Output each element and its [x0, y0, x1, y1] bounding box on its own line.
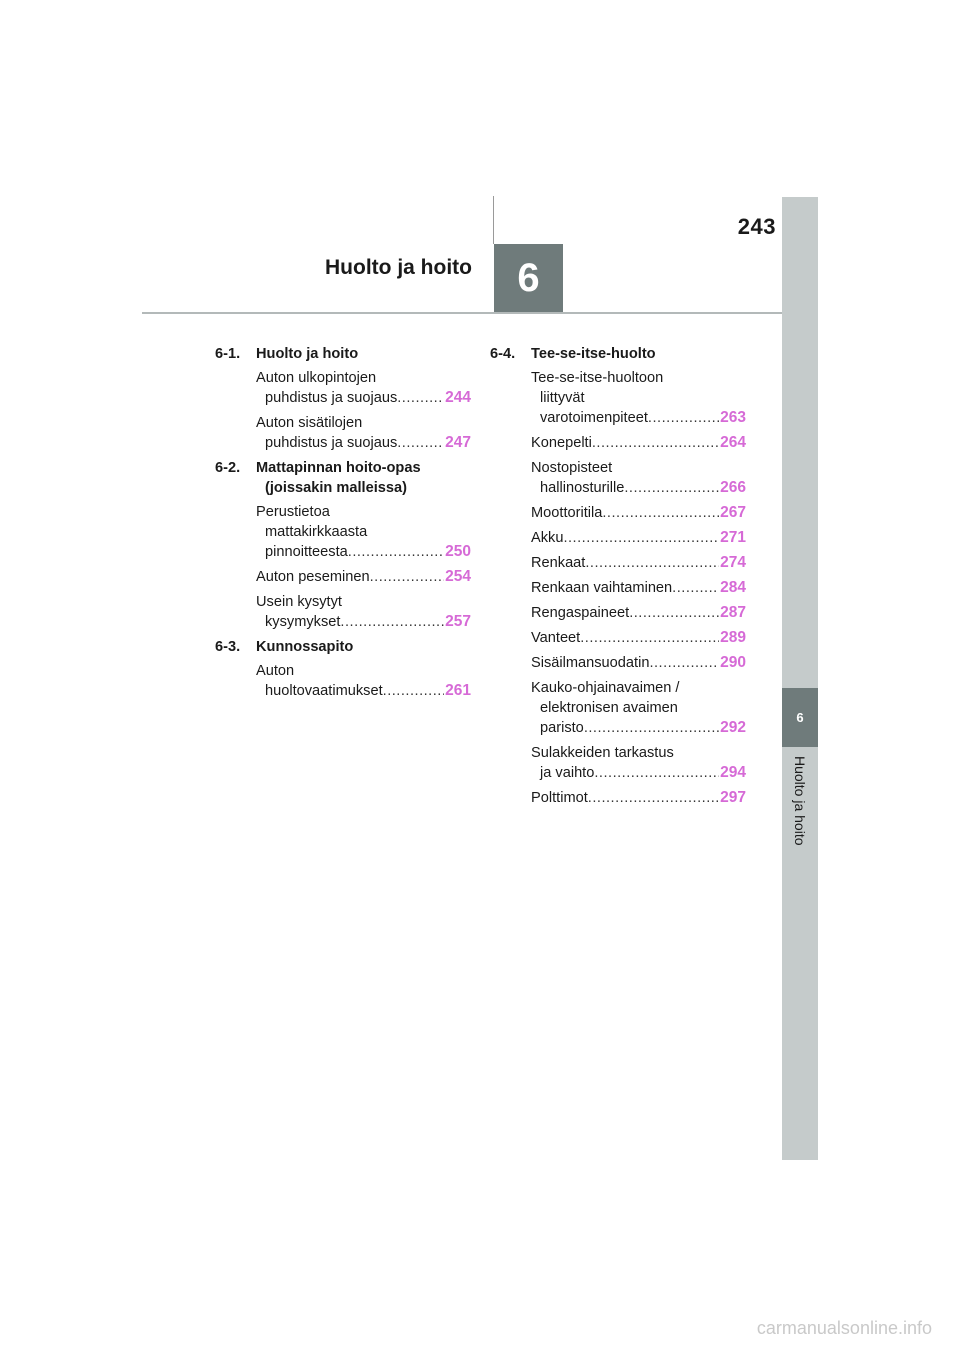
toc-entry[interactable] [256, 368, 471, 408]
toc-entry[interactable] [531, 788, 746, 808]
toc-entry-leader-row [531, 528, 746, 548]
toc-dot-leader [348, 542, 444, 562]
toc-entry-line: Auton sisätilojen [256, 415, 363, 431]
toc-entry-leader-row [531, 478, 746, 498]
toc-entry-leader-row [531, 503, 746, 523]
toc-dot-leader [594, 763, 719, 783]
toc-section-heading [215, 637, 471, 657]
toc-entry-text: Polttimot [531, 790, 588, 806]
toc-entry-leader-row [531, 718, 746, 738]
toc-entry[interactable] [531, 368, 746, 428]
toc-entry-leader-row [256, 612, 471, 632]
toc-entry-line: Nostopisteet [531, 460, 613, 476]
page-title: Huolto ja hoito [325, 256, 472, 279]
toc-entry-text: varotoimenpiteet [540, 410, 648, 426]
toc-dot-leader [672, 578, 719, 598]
toc-dot-leader [624, 478, 719, 498]
toc-entry[interactable] [531, 433, 746, 453]
toc-section-number: 6-3. [215, 639, 241, 655]
toc-section-title-line: (joissakin malleissa) [265, 480, 407, 496]
toc-section-title [256, 344, 471, 364]
toc-section-number: 6-1. [215, 346, 241, 362]
toc-entry-line: mattakirkkaasta [265, 524, 368, 540]
toc-page-link[interactable]: 250 [445, 543, 471, 560]
toc-entry-text: ja vaihto [540, 765, 595, 781]
toc-entry[interactable] [531, 653, 746, 673]
toc-section-title-line: Huolto ja hoito [256, 346, 359, 362]
toc-entry[interactable] [256, 592, 471, 632]
toc-dot-leader [588, 788, 719, 808]
toc-section-title [531, 344, 746, 364]
toc-entry-leader-row [531, 578, 746, 598]
toc-entry[interactable] [531, 678, 746, 738]
toc-entry-text: Auton peseminen [256, 569, 370, 585]
toc-entry-line: Auton ulkopintojen [256, 370, 377, 386]
toc-section-number: 6-2. [215, 460, 241, 476]
toc-dot-leader [563, 528, 719, 548]
toc-entry-leader-row [256, 388, 471, 408]
toc-dot-leader [585, 553, 719, 573]
toc-entry-text: huoltovaatimukset [265, 683, 383, 699]
toc-entry[interactable] [531, 603, 746, 623]
toc-dot-leader [580, 628, 719, 648]
toc-dot-leader [397, 388, 444, 408]
toc-entry-text: Moottoritila [531, 505, 603, 521]
toc-dot-leader [592, 433, 719, 453]
toc-section-number: 6-4. [490, 346, 516, 362]
toc-entry-text: puhdistus ja suojaus [265, 435, 398, 451]
toc-page-link[interactable]: 294 [720, 764, 746, 781]
toc-entry-text: Renkaan vaihtaminen [531, 580, 673, 596]
page-number: 243 [737, 214, 776, 239]
toc-section-title-line: Kunnossapito [256, 639, 354, 655]
toc-page-link[interactable]: 290 [720, 654, 746, 671]
toc-entry-text: hallinosturille [540, 480, 625, 496]
toc-entry-line: Usein kysytyt [256, 594, 342, 610]
toc-page-link[interactable]: 244 [445, 389, 471, 406]
toc-entry-text: puhdistus ja suojaus [265, 390, 398, 406]
toc-section-title-line: Tee-se-itse-huolto [531, 346, 656, 362]
toc-section-title [256, 637, 471, 657]
toc-entry-leader-row [531, 553, 746, 573]
toc-entry-line: elektronisen avaimen [540, 700, 678, 716]
toc-page-link[interactable]: 247 [445, 434, 471, 451]
toc-entry-line: Tee-se-itse-huoltoon [531, 370, 664, 386]
toc-dot-leader [340, 612, 444, 632]
toc-entry-leader-row [531, 433, 746, 453]
side-tab [782, 197, 818, 1160]
toc-section-title-line: Mattapinnan hoito-opas [256, 460, 421, 476]
toc-entry-text: paristo [540, 720, 584, 736]
toc-entry[interactable] [531, 628, 746, 648]
toc-page-link[interactable]: 274 [720, 554, 746, 571]
side-tab-chapter-number[interactable]: 6 [782, 688, 818, 747]
toc-page-link[interactable]: 271 [720, 529, 746, 546]
toc-dot-leader [649, 653, 719, 673]
watermark: carmanualsonline.info [756, 1318, 932, 1338]
toc-entry-line: Perustietoa [256, 504, 330, 520]
toc-entry[interactable] [256, 413, 471, 453]
toc-section-heading [215, 344, 471, 364]
toc-page-link[interactable]: 266 [720, 479, 746, 496]
toc-page-link[interactable]: 261 [445, 682, 471, 699]
toc-entry-line: Sulakkeiden tarkastus [531, 745, 674, 761]
toc-entry-text: Konepelti [531, 435, 592, 451]
toc-entry[interactable] [256, 567, 471, 587]
toc-entry-leader-row [256, 433, 471, 453]
toc-entry-text: Akku [531, 530, 564, 546]
toc-dot-leader [584, 718, 719, 738]
header-divider-line [493, 196, 494, 244]
toc-column-right [490, 344, 746, 813]
toc-entry[interactable] [531, 553, 746, 573]
toc-dot-leader [629, 603, 719, 623]
toc-entry-leader-row [531, 408, 746, 428]
chapter-number-box: 6 [494, 244, 563, 313]
toc-entry-leader-row [531, 763, 746, 783]
toc-entry[interactable] [531, 743, 746, 783]
toc-entry[interactable] [531, 503, 746, 523]
toc-entry-leader-row [531, 653, 746, 673]
toc-page-link[interactable]: 264 [720, 434, 746, 451]
toc-dot-leader [397, 433, 444, 453]
toc-page-link[interactable]: 267 [720, 504, 746, 521]
toc-entry[interactable] [256, 502, 471, 562]
toc-entry[interactable] [256, 661, 471, 701]
toc-page-link[interactable]: 297 [720, 789, 746, 806]
toc-entry-leader-row [531, 788, 746, 808]
toc-page-link[interactable]: 254 [445, 568, 471, 585]
toc-page-link[interactable]: 257 [445, 613, 471, 630]
toc-entry-line: liittyvät [540, 390, 585, 406]
toc-section-heading [490, 344, 746, 364]
toc-entry-text: Sisäilmansuodatin [531, 655, 650, 671]
toc-page-link[interactable]: 263 [720, 409, 746, 426]
toc-entry-leader-row [256, 567, 471, 587]
toc-page-link[interactable]: 292 [720, 719, 746, 736]
toc-entry[interactable] [531, 578, 746, 598]
toc-page-link[interactable]: 284 [720, 579, 746, 596]
toc-entry-leader-row [531, 603, 746, 623]
toc-section-title [256, 458, 471, 498]
toc-entry-text: pinnoitteesta [265, 544, 348, 560]
toc-dot-leader [383, 681, 444, 701]
toc-entry-leader-row [256, 542, 471, 562]
toc-dot-leader [602, 503, 719, 523]
toc-entry-text: Renkaat [531, 555, 586, 571]
toc-dot-leader [370, 567, 445, 587]
header-rule [142, 312, 782, 314]
toc-entry-text: Vanteet [531, 630, 581, 646]
toc-section-heading [215, 458, 471, 498]
toc-entry[interactable] [531, 528, 746, 548]
toc-dot-leader [648, 408, 719, 428]
toc-entry-line: Kauko-ohjainavaimen / [531, 680, 680, 696]
toc-entry-line: Auton [256, 663, 295, 679]
toc-entry-leader-row [256, 681, 471, 701]
side-tab-label: Huolto ja hoito [792, 756, 808, 846]
toc-entry-text: kysymykset [265, 614, 341, 630]
toc-page-link[interactable]: 287 [720, 604, 746, 621]
toc-entry-leader-row [531, 628, 746, 648]
toc-entry[interactable] [531, 458, 746, 498]
toc-entry-text: Rengaspaineet [531, 605, 630, 621]
toc-page-link[interactable]: 289 [720, 629, 746, 646]
toc-column-left [215, 344, 471, 706]
